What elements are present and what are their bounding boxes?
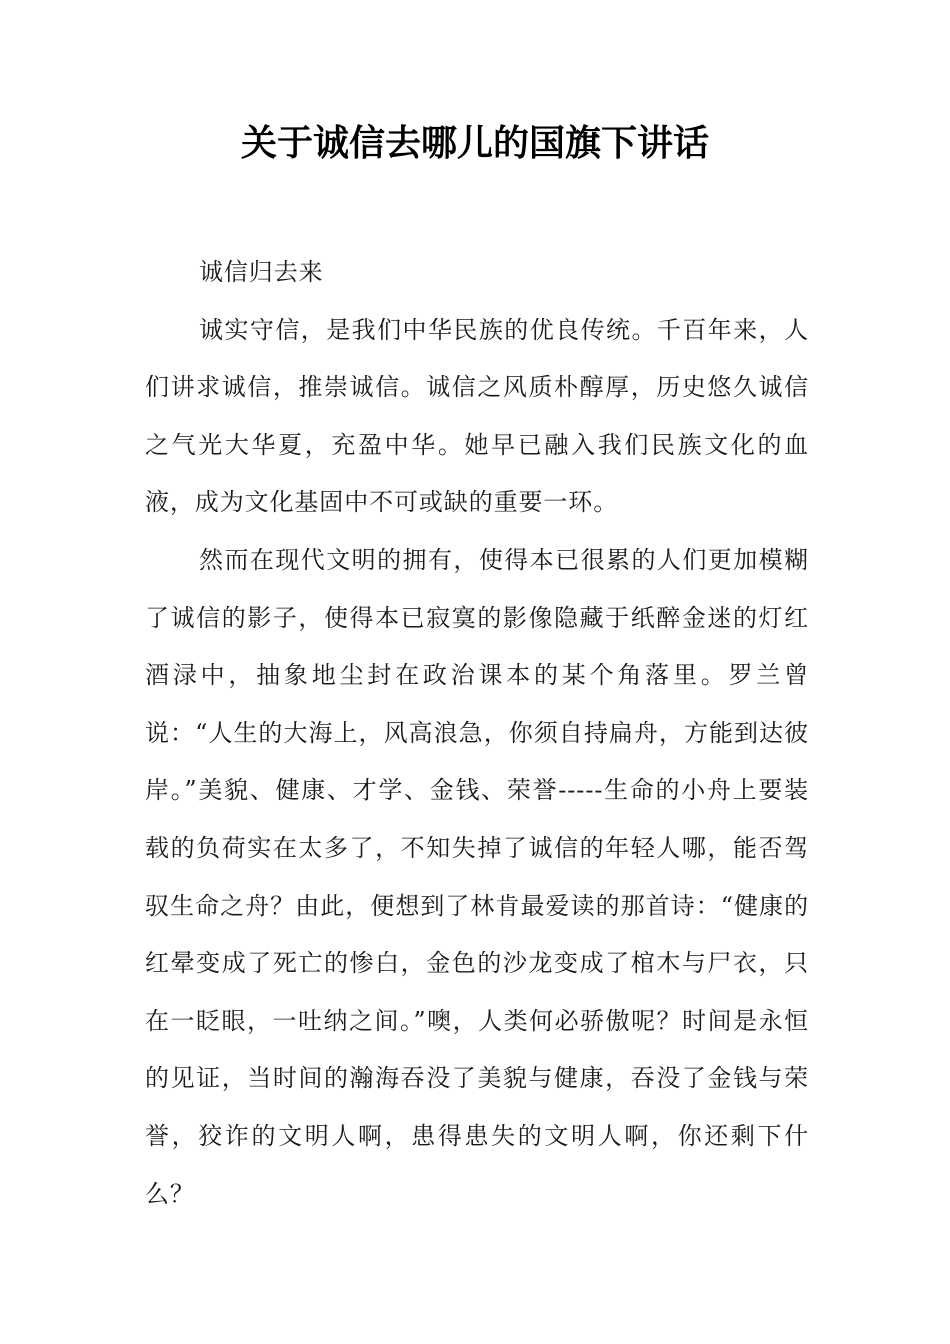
document-body [145,244,809,1223]
document-title: 关于诚信去哪儿的国旗下讲话 [240,123,709,164]
paragraph-subtitle: 诚信归去来 [199,258,324,286]
paragraph-2: 然而在现代文明的拥有，使得本已很累的人们更加模糊了诚信的影子，使得本已寂寞的影像隐藏于纸醉金迷的灯红酒渌中，抽象地尘封在政治课本的某个角落里。罗兰曾说：“人生的大海上，风高浪急，你须自持扁舟，方能到达彼岸。”美貌、健康、才学、金钱、荣誉-----生命的小舟上要装载的负荷实在太多了，不知失掉了诚信的年轻人哪，能否驾驭生命之舟？由此，便想到了林肯最爱读的那首诗：“健康的红晕变成了死亡的惨白，金色的沙龙变成了棺木与尸衣，只在一眨眼，一吐纳之间。”噢，人类何必骄傲呢？时间是永恒的见证，当时间的瀚海吞没了美貌与健康，吞没了金钱与荣誉，狡诈的文明人啊，患得患失的文明人啊，你还剩下什么？ [145,545,809,1208]
paragraph-1: 诚实守信，是我们中华民族的优良传统。千百年来，人们讲求诚信，推崇诚信。诚信之风质朴醇厚，历史悠久诚信之气光大华夏，充盈中华。她早已融入我们民族文化的血液，成为文化基固中不可或缺的重要一环。 [145,315,809,517]
